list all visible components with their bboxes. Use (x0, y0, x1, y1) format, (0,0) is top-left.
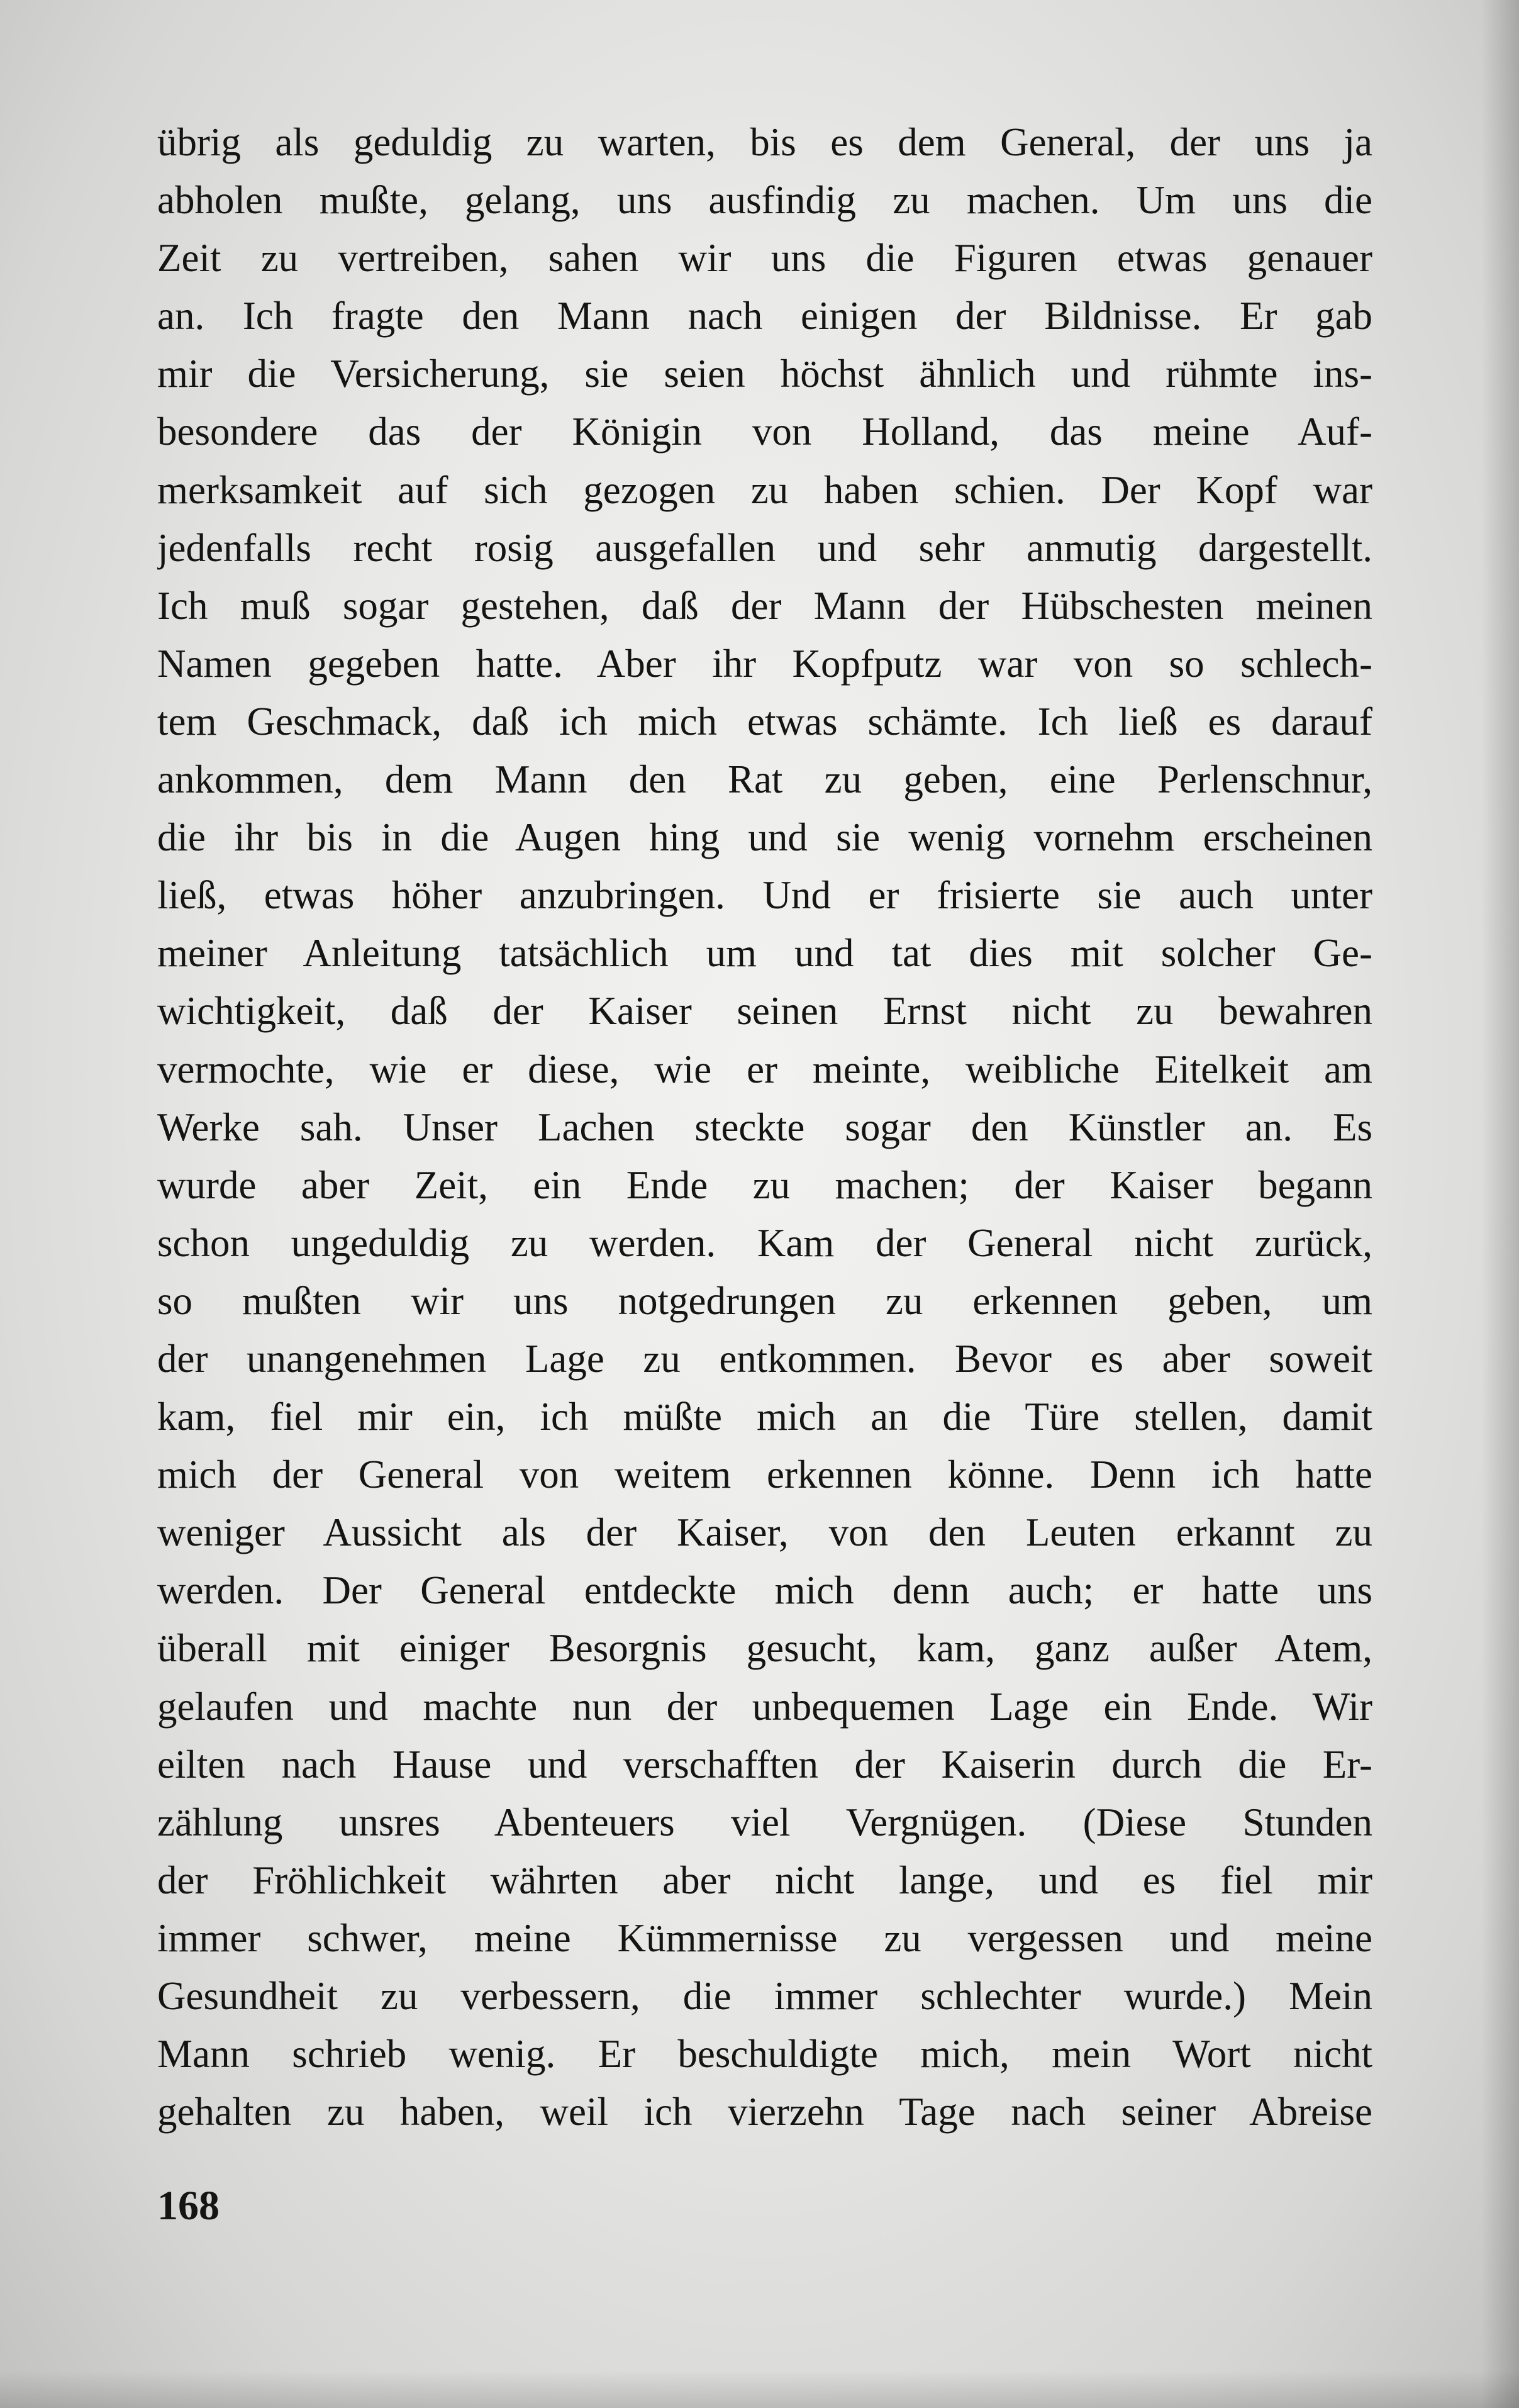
text-line: gelaufen und machte nun der unbequemen Lage ein Ende. Wir (157, 1684, 1372, 1729)
text-line: besondere das der Königin von Holland, das meine Auf- (157, 410, 1372, 454)
text-line: so mußten wir uns notgedrungen zu erkennen geben, um (157, 1278, 1372, 1323)
text-line: eilten nach Hause und verschafften der Kaiserin durch die Er- (157, 1742, 1372, 1786)
text-line: Gesundheit zu verbessern, die immer schlechter wurde.) Mein (157, 1974, 1372, 2018)
text-line: merksamkeit auf sich gezogen zu haben schien. Der Kopf war (157, 467, 1372, 512)
text-line: meiner Anleitung tatsächlich um und tat dies mit solcher Ge- (157, 931, 1372, 976)
page-number: 168 (157, 2183, 220, 2229)
text-line: zählung unsres Abenteuers viel Vergnügen. (Diese Stunden (157, 1800, 1372, 1844)
text-line: weniger Aussicht als der Kaiser, von den Leuten erkannt zu (157, 1510, 1372, 1555)
text-line: wichtigkeit, daß der Kaiser seinen Ernst nicht zu bewahren (157, 989, 1372, 1034)
text-line: Zeit zu vertreiben, sahen wir uns die Figuren etwas genauer (157, 236, 1372, 281)
text-line: mich der General von weitem erkennen könne. Denn ich hatte (157, 1452, 1372, 1497)
text-line: Ich muß sogar gestehen, daß der Mann der Hübschesten meinen (157, 583, 1372, 628)
text-line: an. Ich fragte den Mann nach einigen der Bildnisse. Er gab (157, 294, 1372, 338)
text-line: abholen mußte, gelang, uns ausfindig zu machen. Um uns die (157, 178, 1372, 223)
text-line: die ihr bis in die Augen hing und sie wenig vornehm erscheinen (157, 815, 1372, 860)
text-line: übrig als geduldig zu warten, bis es dem General, der uns ja (157, 120, 1372, 164)
text-line: tem Geschmack, daß ich mich etwas schämte. Ich ließ es darauf (157, 699, 1372, 744)
text-line: der Fröhlichkeit währten aber nicht lange, und es fiel mir (157, 1858, 1372, 1902)
text-line: werden. Der General entdeckte mich denn auch; er hatte uns (157, 1568, 1372, 1613)
text-line: gehalten zu haben, weil ich vierzehn Tage nach seiner Abreise (157, 2090, 1372, 2134)
text-line: mir die Versicherung, sie seien höchst ähnlich und rühmte ins- (157, 352, 1372, 396)
text-line: vermochte, wie er diese, wie er meinte, weibliche Eitelkeit am (157, 1047, 1372, 1091)
text-line: jedenfalls recht rosig ausgefallen und sehr anmutig dargestellt. (157, 525, 1372, 570)
body-text (157, 113, 1372, 2141)
page-edge-shadow (0, 2370, 1519, 2408)
text-line: immer schwer, meine Kümmernisse zu vergessen und meine (157, 1915, 1372, 1960)
text-line: schon ungeduldig zu werden. Kam der General nicht zurück, (157, 1220, 1372, 1265)
text-line: wurde aber Zeit, ein Ende zu machen; der Kaiser begann (157, 1162, 1372, 1207)
page-edge-shadow (1481, 0, 1519, 2408)
text-line: Mann schrieb wenig. Er beschuldigte mich, mein Wort nicht (157, 2032, 1372, 2076)
text-line: kam, fiel mir ein, ich müßte mich an die Türe stellen, damit (157, 1395, 1372, 1439)
text-line: ließ, etwas höher anzubringen. Und er frisierte sie auch unter (157, 873, 1372, 918)
text-line: Werke sah. Unser Lachen steckte sogar den Künstler an. Es (157, 1105, 1372, 1149)
text-line: ankommen, dem Mann den Rat zu geben, eine Perlenschnur, (157, 757, 1372, 802)
text-line: der unangenehmen Lage zu entkommen. Bevor es aber soweit (157, 1336, 1372, 1381)
text-line: überall mit einiger Besorgnis gesucht, kam, ganz außer Atem, (157, 1626, 1372, 1671)
text-line: Namen gegeben hatte. Aber ihr Kopfputz war von so schlech- (157, 641, 1372, 686)
